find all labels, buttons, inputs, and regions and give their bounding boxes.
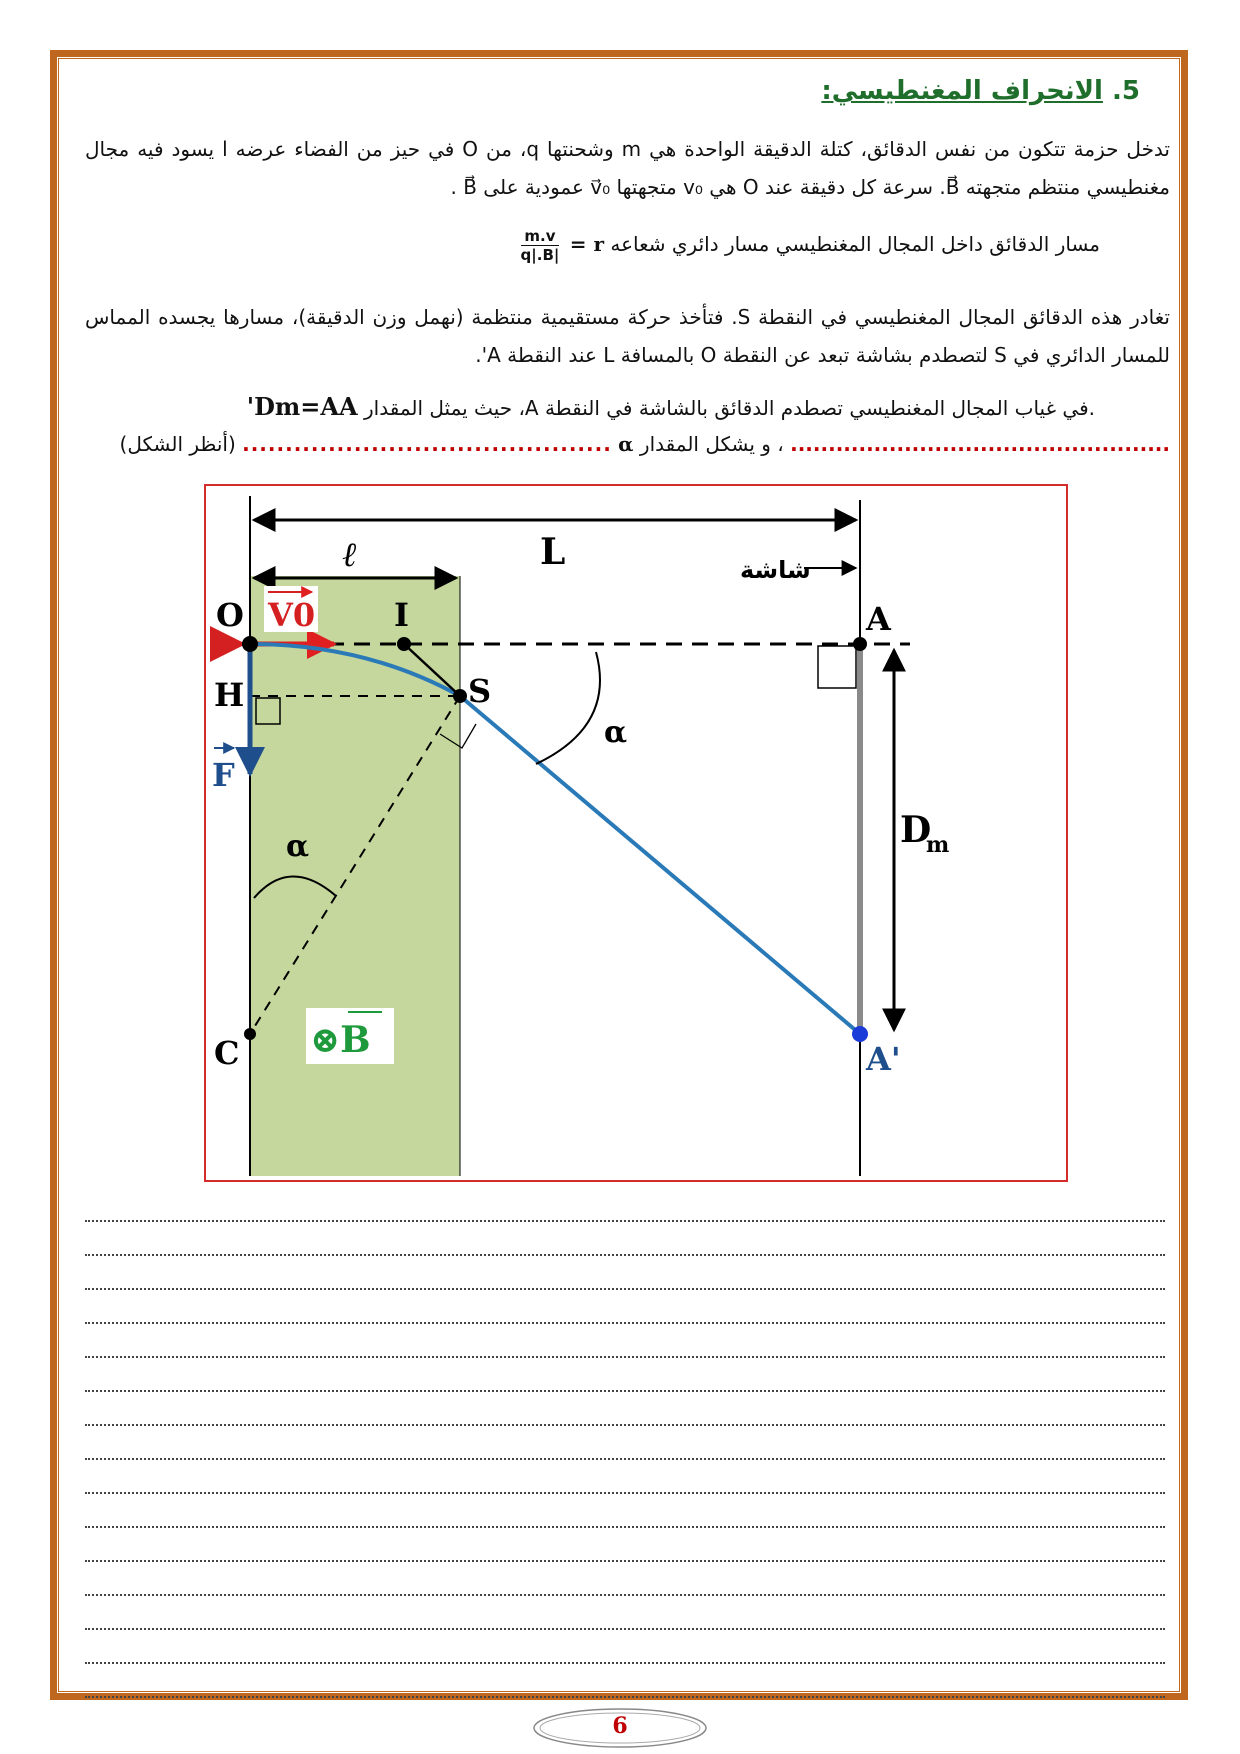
answer-line[interactable] bbox=[85, 1222, 1165, 1256]
answer-line[interactable] bbox=[85, 1290, 1165, 1324]
fill-in-mid: ، و يشكل المقدار bbox=[639, 432, 784, 456]
label-L: L bbox=[540, 531, 566, 573]
point-A bbox=[853, 637, 867, 651]
label-screen: شاشة bbox=[740, 556, 811, 584]
paragraph-exit: تغادر هذه الدقائق المجال المغنطيسي في النقطة S. فتأخذ حركة مستقيمية منتظمة (نهمل وزن الدقيقة)، مسارها يجسده المماس للمسار الدائري في S لتصطدم بشاشة تبعد عن النقطة O بالمسافة L عند النقطة A'. bbox=[85, 305, 1170, 367]
answer-line[interactable] bbox=[85, 1596, 1165, 1630]
answer-line[interactable] bbox=[85, 1528, 1165, 1562]
answer-line[interactable] bbox=[85, 1392, 1165, 1426]
answer-line[interactable] bbox=[85, 1494, 1165, 1528]
radius-text: مسار الدقائق داخل المجال المغنطيسي مسار دائري شعاعه bbox=[610, 232, 1100, 256]
label-alpha-C: α bbox=[286, 829, 310, 864]
label-S: S bbox=[468, 672, 492, 710]
answer-line[interactable] bbox=[85, 1324, 1165, 1358]
blank-2[interactable]: ........................................... bbox=[242, 432, 612, 456]
answer-line[interactable] bbox=[85, 1664, 1165, 1698]
label-C: C bbox=[214, 1034, 240, 1072]
radius-lhs: r = bbox=[569, 232, 605, 256]
blank-1[interactable]: .................................................. bbox=[790, 432, 1170, 456]
answer-line[interactable] bbox=[85, 1188, 1165, 1222]
point-S bbox=[453, 689, 467, 703]
label-v0: V0 bbox=[268, 596, 316, 634]
point-I bbox=[397, 637, 411, 651]
answer-line[interactable] bbox=[85, 1426, 1165, 1460]
label-alpha-S: α bbox=[604, 715, 628, 750]
point-C bbox=[244, 1028, 256, 1040]
see-figure: (أنظر الشكل) bbox=[119, 432, 236, 456]
deflection-text: .في غياب المجال المغنطيسي تصطدم الدقائق بالشاشة في النقطة A، حيث يمثل المقدار bbox=[363, 396, 1095, 420]
radius-numerator: m.v bbox=[521, 227, 560, 246]
section-number: 5. bbox=[1112, 76, 1140, 106]
paragraph-intro: تدخل حزمة تتكون من نفس الدقائق، كتلة الدقيقة الواحدة هي m وشحنتها q، من O في حيز من الفضاء عرضه l يسود فيه مجال مغنطيسي منتظم متجهته B⃗. سرعة كل دقيقة عند O هي v₀ متجهتها v⃗₀ عمودية على B⃗ . bbox=[85, 137, 1170, 199]
radius-denominator: |q|.B bbox=[520, 246, 560, 264]
page-number bbox=[530, 1705, 710, 1751]
answer-line[interactable] bbox=[85, 1630, 1165, 1664]
label-I: I bbox=[394, 596, 409, 634]
label-A-prime: A' bbox=[866, 1040, 901, 1078]
paragraph-fill-in bbox=[85, 425, 1170, 463]
alpha-arc-S bbox=[536, 652, 600, 764]
label-B: ⊗B bbox=[310, 1019, 371, 1061]
paragraph-deflection bbox=[85, 388, 1095, 427]
label-H: H bbox=[214, 676, 245, 714]
answer-area bbox=[85, 1188, 1165, 1698]
linear-trajectory bbox=[460, 696, 860, 1034]
answer-line[interactable] bbox=[85, 1562, 1165, 1596]
deflection-formula: Dm=AA' bbox=[246, 392, 358, 421]
label-l: ℓ bbox=[342, 535, 357, 575]
label-Dm-sub: m bbox=[926, 832, 950, 858]
section-title-text: الانحراف المغنطيسي: bbox=[821, 76, 1103, 106]
answer-line[interactable] bbox=[85, 1358, 1165, 1392]
label-F: F bbox=[212, 756, 235, 794]
section-title bbox=[821, 76, 1140, 106]
right-angle-A bbox=[818, 646, 856, 688]
alpha-symbol: α bbox=[618, 432, 634, 456]
deflection-figure bbox=[204, 484, 1068, 1182]
paragraph-radius bbox=[85, 225, 1100, 264]
radius-fraction bbox=[521, 227, 560, 264]
label-A: A bbox=[866, 600, 891, 638]
point-O bbox=[242, 636, 258, 652]
page-number-text: 6 bbox=[612, 1713, 628, 1739]
answer-line[interactable] bbox=[85, 1256, 1165, 1290]
answer-line[interactable] bbox=[85, 1460, 1165, 1494]
label-O: O bbox=[216, 596, 244, 634]
label-Dm: D bbox=[900, 809, 932, 851]
figure-svg bbox=[206, 486, 1066, 1180]
